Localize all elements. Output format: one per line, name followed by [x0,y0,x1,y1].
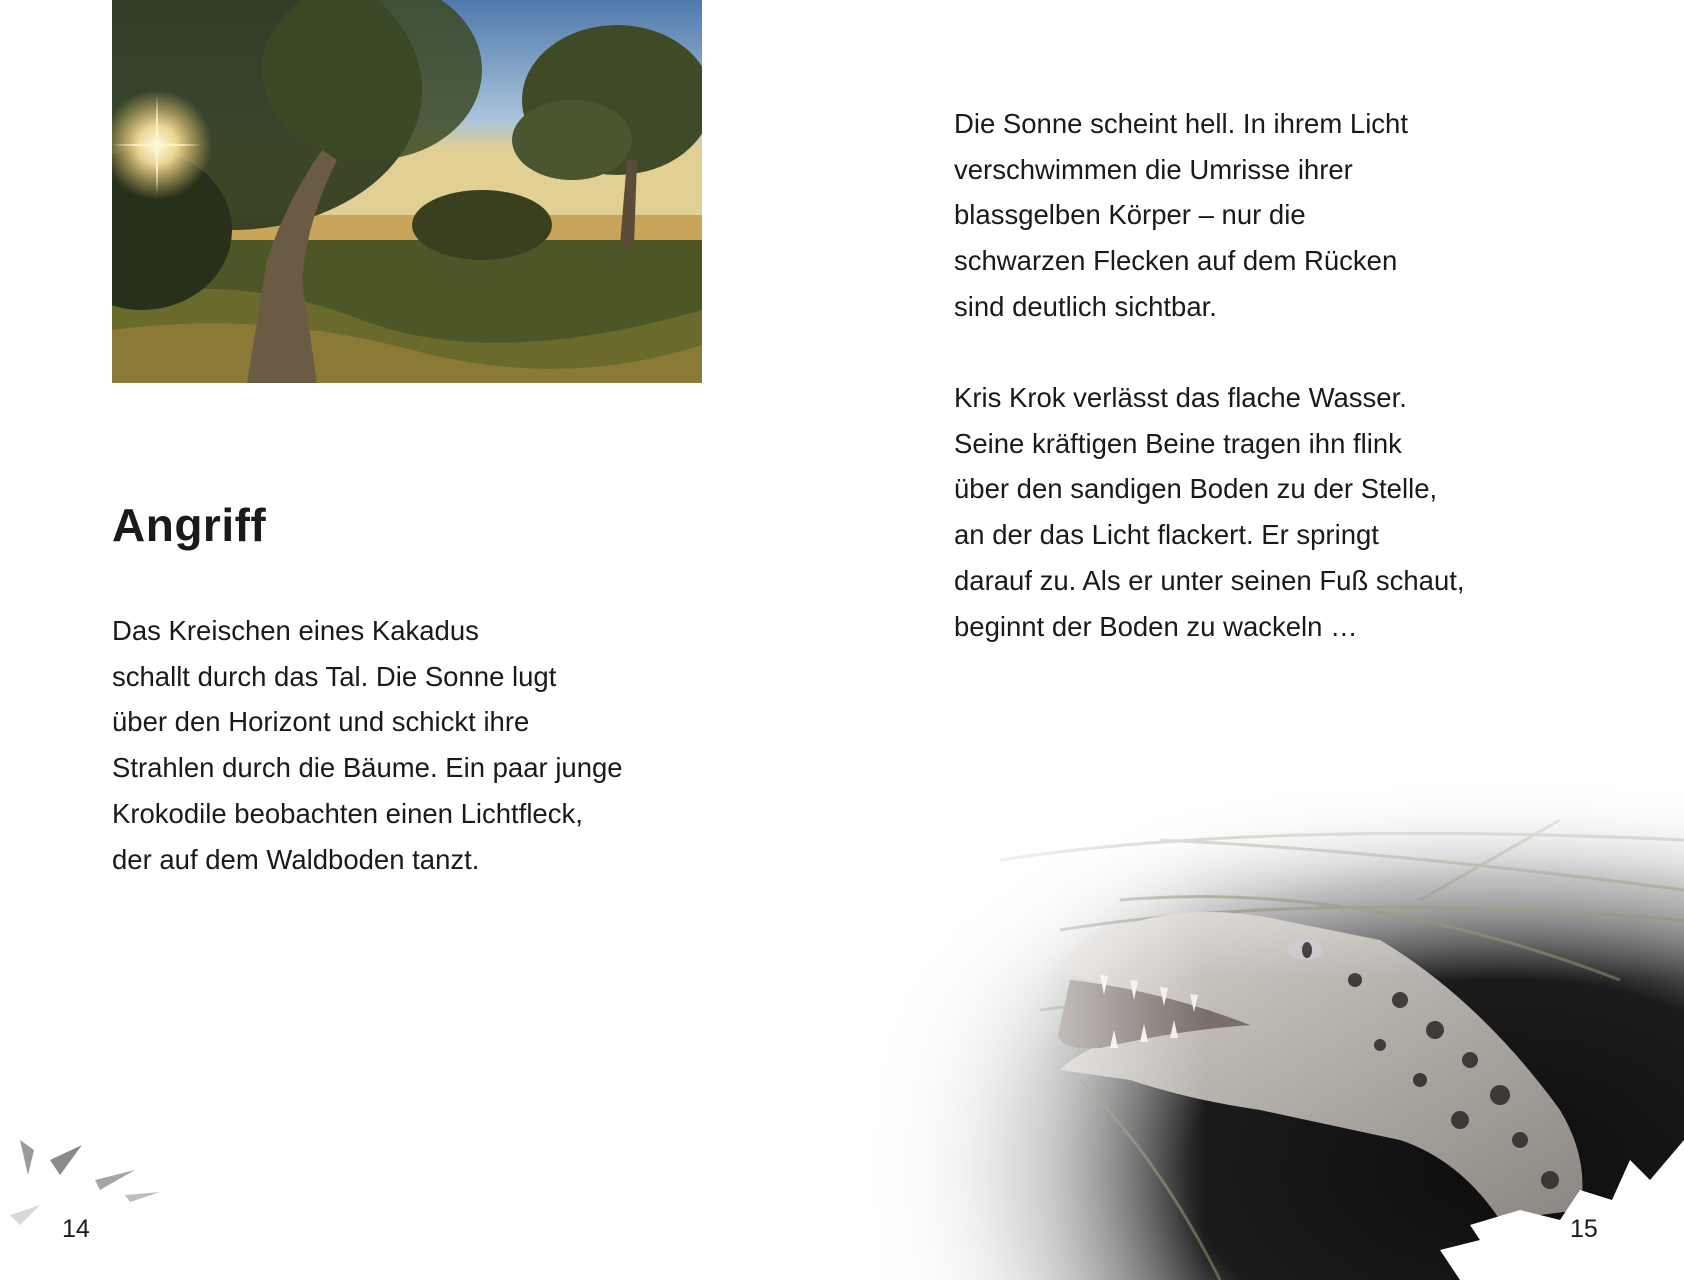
page-number-left: 14 [62,1215,90,1243]
left-page-paragraph: Das Kreischen eines Kakadus schallt durch das Tal. Die Sonne lugt über den Horizont und schickt ihre Strahlen durch die Bäume. Ein paar junge Krokodile beobachten einen Lichtfleck, der auf dem Waldboden tanzt. [112,615,623,875]
chapter-heading: Angriff [112,499,267,551]
page-number-right: 15 [1570,1215,1598,1243]
right-page-paragraph-1: Die Sonne scheint hell. In ihrem Licht verschwimmen die Umrisse ihrer blassgelben Körper – nur die schwarzen Flecken auf dem Rücken sind deutlich sichtbar. [954,108,1408,322]
right-page-paragraph-2: Kris Krok verlässt das flache Wasser. Seine kräftigen Beine tragen ihn flink über den sandigen Boden zu der Stelle, an der das Licht flackert. Er springt darauf zu. Als er unter seinen Fuß schaut, beginnt der Boden zu wackeln … [954,382,1465,642]
landscape-photo [112,0,702,383]
crocodile-photo [860,780,1684,1280]
decorative-shards [0,1120,180,1250]
